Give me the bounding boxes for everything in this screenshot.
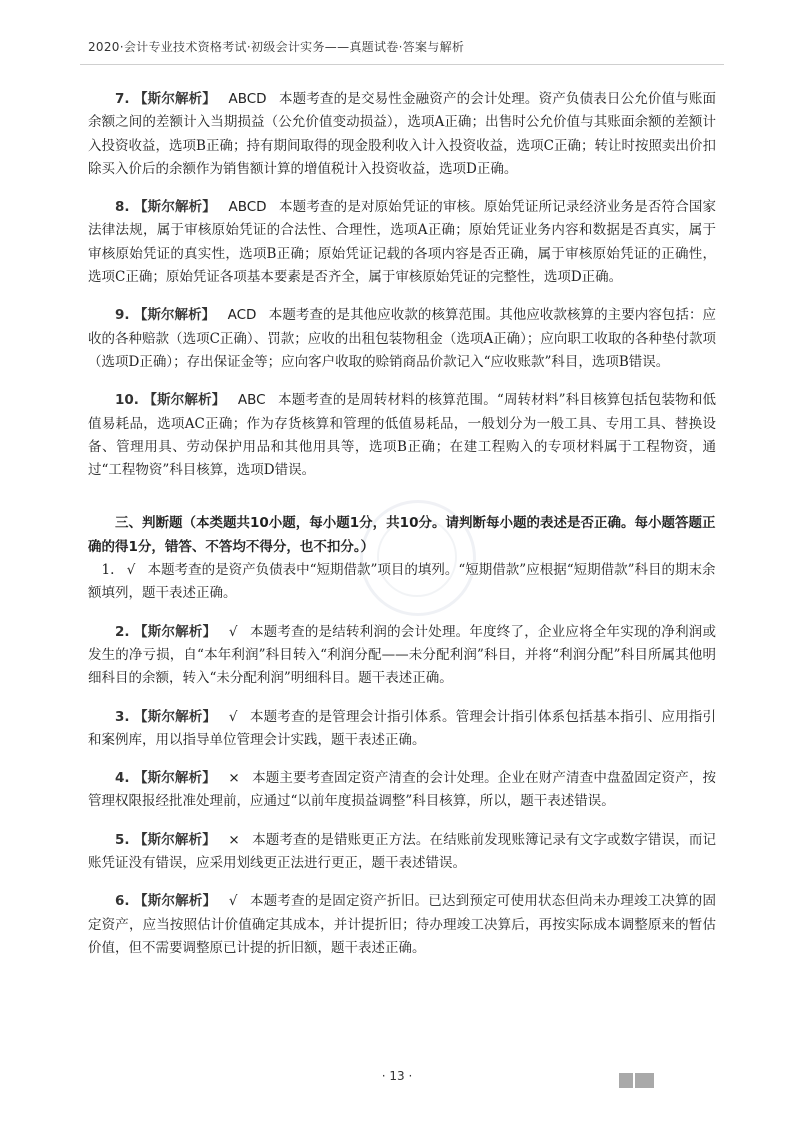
answer-item-8 — [88, 196, 716, 289]
header-divider — [80, 64, 724, 65]
analysis-text: 本题考查的是结转利润的会计处理。年度终了，企业应将全年实现的净利润或发生的净亏损，自“本年利润”科目转入“利润分配——未分配利润”科目，并将“利润分配”科目所属其他明细科目的余额，转入“未分配利润”明细科目。题干表述正确。 — [88, 623, 717, 687]
analysis-text: 本题考查的是错账更正方法。在结账前发现账簿记录有文字或数字错误，而记账凭证没有错误，应采用划线更正法进行更正，题干表述错误。 — [88, 831, 717, 872]
analysis-text: 本题考查的是资产负债表中“短期借款”项目的填列。“短期借款”应根据“短期借款”科目的期末余额填列，题干表述正确。 — [88, 562, 716, 602]
answer-key: √ — [228, 623, 238, 640]
corner-block-left — [619, 1073, 633, 1088]
judge-item-4 — [88, 767, 716, 814]
analysis-label: 【斯尔解析】 — [134, 199, 216, 216]
judge-item-5 — [88, 829, 716, 876]
analysis-label: 【斯尔解析】 — [134, 893, 217, 910]
analysis-text: 本题主要考查固定资产清查的会计处理。企业在财产清查中盘盈固定资产，按管理权限报经批准处理前，应通过“以前年度损益调整”科目核算，所以，题干表述错误。 — [88, 770, 717, 810]
judge-item-2 — [88, 621, 716, 691]
analysis-text: 本题考查的是交易性金融资产的会计处理。资产负债表日公允价值与账面余额之间的差额计入当期损益（公允价值变动损益），选项A正确；出售时公允价值与其账面余额的差额计入投资收益，选项B正确；持有期间取得的现金股利收入计入投资收益，选项C正确；转让时按照卖出价扣除买入价后的余额作为销售额计算的增值税计入投资收益，选项D正确。 — [88, 91, 717, 177]
analysis-text: 本题考查的是其他应收款的核算范围。其他应收款核算的主要内容包括：应收的各种赔款（选项C正确）、罚款；应收的出租包装物租金（选项A正确）；应向职工收取的各种垫付款项（选项D正确）；存出保证金等；应向客户收取的赊销商品价款记入“应收账款”科目，选项B错误。 — [88, 307, 717, 370]
answer-key: × — [228, 831, 240, 848]
answer-item-9 — [88, 304, 716, 374]
item-number: 10. — [115, 392, 139, 409]
answer-item-10 — [88, 389, 716, 482]
analysis-label: 【斯尔解析】 — [134, 708, 217, 725]
analysis-label: 【斯尔解析】 — [134, 91, 216, 107]
item-number: 1. — [101, 562, 115, 579]
answer-key: ABC — [237, 392, 266, 409]
answer-key: √ — [228, 893, 238, 910]
analysis-label: 【斯尔解析】 — [143, 392, 226, 409]
item-number: 8. — [115, 199, 130, 216]
item-number: 7. — [115, 91, 130, 107]
page-number: · 13 · — [381, 1069, 413, 1083]
analysis-text: 本题考查的是固定资产折旧。已达到预定可使用状态但尚未办理竣工决算的固定资产，应当按照估计价值确定其成本，并计提折旧；待办理竣工决算后，再按实际成本调整原来的暂估价值，但不需要调整原已计提的折旧额，题干表述正确。 — [88, 893, 717, 956]
analysis-text: 本题考查的是对原始凭证的审核。原始凭证所记录经济业务是否符合国家法律法规，属于审核原始凭证的合法性、合理性，选项A正确；原始凭证业务内容和数据是否真实，属于审核原始凭证的真实性，选项B正确；原始凭证记载的各项内容是否正确，属于审核原始凭证的正确性，选项C正确；原始凭证各项基本要素是否齐全，属于审核原始凭证的完整性，选项D正确。 — [88, 199, 717, 286]
item-number: 3. — [115, 708, 130, 725]
item-number: 6. — [115, 893, 130, 910]
item-number: 2. — [115, 623, 130, 640]
answer-key: √ — [228, 708, 238, 725]
corner-block-right — [635, 1073, 654, 1088]
analysis-text: 本题考查的是管理会计指引体系。管理会计指引体系包括基本指引、应用指引和案例库，用以指导单位管理会计实践，题干表述正确。 — [88, 708, 717, 748]
item-number: 9. — [115, 307, 130, 324]
document-body — [88, 88, 716, 960]
analysis-label: 【斯尔解析】 — [133, 770, 216, 787]
answer-key: ACD — [227, 307, 257, 324]
analysis-label: 【斯尔解析】 — [134, 623, 217, 640]
answer-key: ABCD — [228, 199, 267, 216]
section-heading: 三、判断题（本类题共10小题，每小题1分，共10分。请判断每小题的表述是否正确。每小题答题正确的得1分，错答、不答均不得分，也不扣分。） — [88, 515, 716, 555]
item-number: 5. — [115, 831, 130, 848]
answer-key: × — [228, 770, 240, 787]
judge-item-1 — [88, 559, 716, 606]
answer-key: √ — [126, 562, 136, 579]
running-header: 2020·会计专业技术资格考试·初级会计实务——真题试卷·答案与解析 — [88, 40, 465, 54]
answer-key: ABCD — [228, 91, 267, 107]
judge-item-3 — [88, 706, 716, 753]
analysis-label: 【斯尔解析】 — [133, 831, 216, 848]
judge-item-6 — [88, 890, 716, 960]
answer-item-7 — [88, 88, 716, 181]
analysis-text: 本题考查的是周转材料的核算范围。“周转材料”科目核算包括包装物和低值易耗品，选项AC正确；作为存货核算和管理的低值易耗品，一般划分为一般工具、专用工具、替换设备、管理用具、劳动保护用品和其他用具等，选项B正确；在建工程购入的专项材料属于工程物资，通过“工程物资”科目核算，选项D错误。 — [88, 392, 716, 479]
item-number: 4. — [115, 770, 130, 787]
analysis-label: 【斯尔解析】 — [133, 307, 216, 324]
